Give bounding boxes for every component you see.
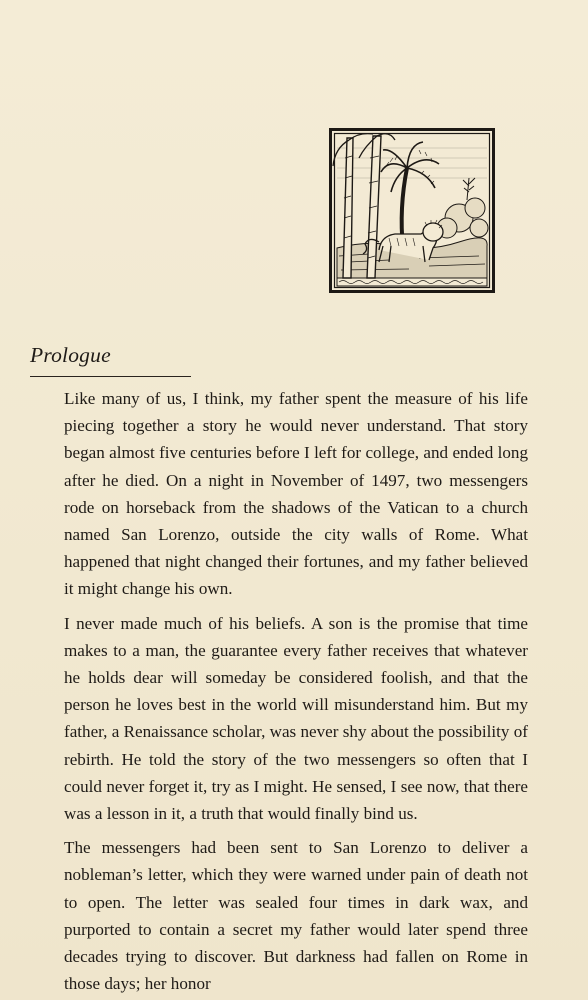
paragraph-1: Like many of us, I think, my father spent the measure of his life piecing together a story he would never understand. That story began almost five centuries before I left for college, and ended long after he died. On a night in November of 1497, two messengers rode on horseback from the shadows of the Vatican to a church named San Lorenzo, outside the city walls of Rome. What happened that night changed their fortunes, and my father believed it might change his own. <box>64 389 528 599</box>
chapter-body <box>64 385 528 997</box>
chapter-title: Prologue <box>30 343 111 367</box>
paragraph-2: I never made much of his beliefs. A son is the promise that time makes to a man, the guarantee every father receives that whatever he holds dear will someday be considered foolish, and that the person he loves best in the world will misunderstand him. But my father, a Renaissance scholar, was never shy about the possibility of rebirth. He told the story of the two messengers so often that I could never forget it, try as I might. He sensed, I see now, that there was a lesson in it, a truth that would finally bind us. <box>64 613 528 824</box>
woodcut-lion-palms-icon <box>329 128 495 293</box>
paragraph-3: The messengers had been sent to San Lorenzo to deliver a nobleman’s letter, which they were warned under pain of death not to open. The letter was sealed four times in dark wax, and purported to contain a secret my father would later spend three decades trying to discover. But darkness had fallen on Rome in those days; her honor <box>64 838 528 994</box>
chapter-title-underline <box>30 376 191 377</box>
